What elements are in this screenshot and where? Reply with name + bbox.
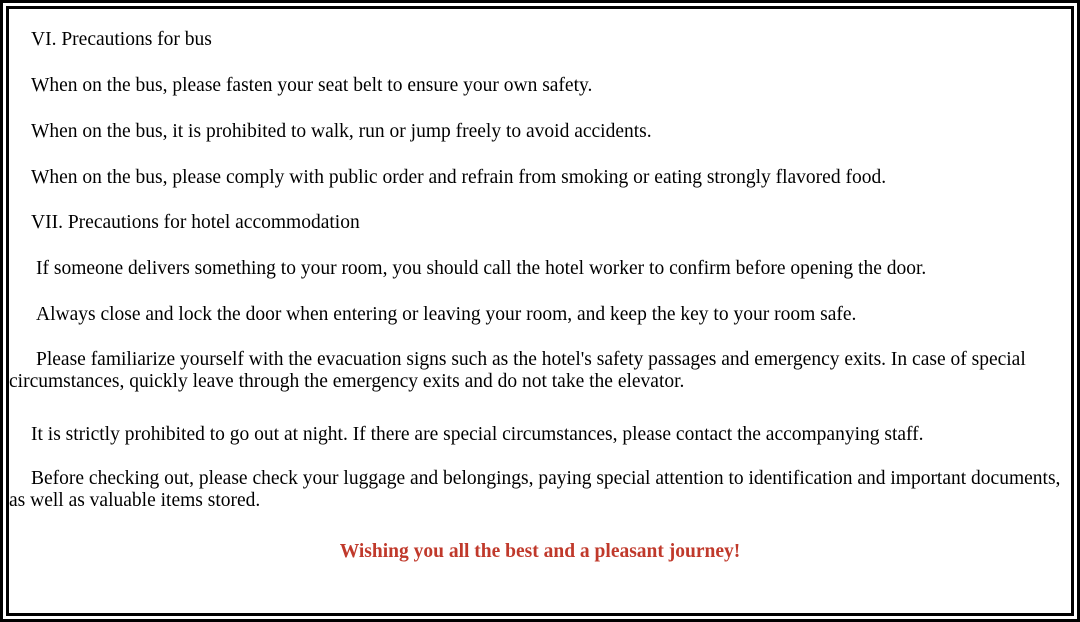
bus-rule-no-walking: When on the bus, it is prohibited to walk, run or jump freely to avoid accidents. bbox=[31, 121, 652, 142]
hotel-rule-evacuation: Please familiarize yourself with the evacuation signs such as the hotel's safety passages and emergency exits. In case of special circumstances, quickly leave through the emergency exits and do not take the elevator. bbox=[9, 349, 1026, 392]
heading-hotel-precautions: VII. Precautions for hotel accommodation bbox=[31, 212, 360, 233]
bus-rule-seat-belt: When on the bus, please fasten your seat belt to ensure your own safety. bbox=[31, 75, 593, 96]
bus-rule-public-order: When on the bus, please comply with public order and refrain from smoking or eating strongly flavored food. bbox=[31, 167, 887, 188]
hotel-rule-no-night-outings: It is strictly prohibited to go out at night. If there are special circumstances, please contact the accompanying staff. bbox=[31, 424, 924, 445]
closing-message: Wishing you all the best and a pleasant journey! bbox=[339, 541, 741, 562]
notice-content bbox=[9, 9, 1071, 613]
hotel-rule-lock-door: Always close and lock the door when entering or leaving your room, and keep the key to your room safe. bbox=[36, 304, 857, 325]
hotel-rule-check-out: Before checking out, please check your luggage and belongings, paying special attention to identification and important documents, as well as valuable items stored. bbox=[9, 468, 1061, 511]
heading-bus-precautions: VI. Precautions for bus bbox=[31, 29, 212, 50]
hotel-rule-deliveries: If someone delivers something to your room, you should call the hotel worker to confirm before opening the door. bbox=[36, 258, 927, 279]
